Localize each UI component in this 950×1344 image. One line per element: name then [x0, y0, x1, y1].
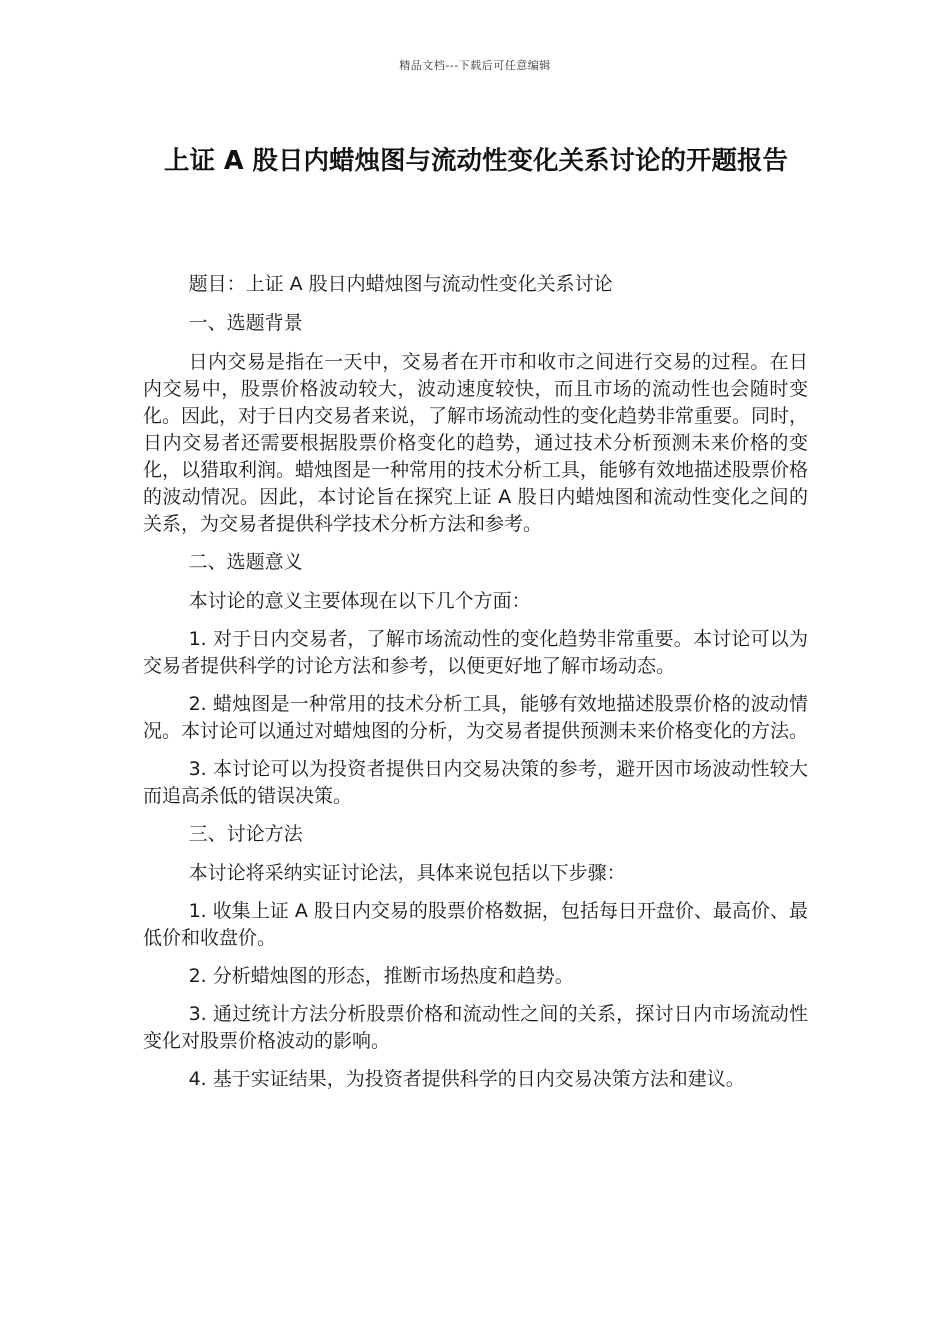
document-body — [143, 271, 808, 1104]
header-note: 精品文档---下载后可任意编辑 — [399, 59, 551, 72]
methods-item-3: 3. 通过统计方法分析股票价格和流动性之间的关系，探讨日内市场流动性变化对股票价格波动的影响。 — [143, 1003, 808, 1052]
significance-intro: 本讨论的意义主要体现在以下几个方面： — [188, 590, 531, 612]
significance-item-2: 2. 蜡烛图是一种常用的技术分析工具，能够有效地描述股票价格的波动情况。本讨论可以通过对蜡烛图的分析，为交易者提供预测未来价格变化的方法。 — [143, 693, 809, 742]
background-paragraph: 日内交易是指在一天中，交易者在开市和收市之间进行交易的过程。在日内交易中，股票价格波动较大，波动速度较快，而且市场的流动性也会随时变化。因此，对于日内交易者来说，了解市场流动性的变化趋势非常重要。同时，日内交易者还需要根据股票价格变化的趋势，通过技术分析预测未来价格的变化，以猎取利润。蜡烛图是一种常用的技术分析工具，能够有效地描述股票价格的波动情况。因此，本讨论旨在探究上证 A 股日内蜡烛图和流动性变化之间的关系，为交易者提供科学技术分析方法和参考。 — [143, 351, 809, 535]
methods-item-4: 4. 基于实证结果，为投资者提供科学的日内交易决策方法和建议。 — [188, 1068, 745, 1090]
methods-item-2: 2. 分析蜡烛图的形态，推断市场热度和趋势。 — [188, 965, 574, 987]
section-heading-significance: 二、选题意义 — [188, 551, 303, 573]
section-heading-methods: 三、讨论方法 — [188, 823, 303, 845]
methods-intro: 本讨论将采纳实证讨论法，具体来说包括以下步骤： — [188, 862, 626, 884]
section-heading-background: 一、选题背景 — [188, 312, 303, 334]
significance-item-3: 3. 本讨论可以为投资者提供日内交易决策的参考，避开因市场波动性较大而追高杀低的错误决策。 — [143, 758, 808, 807]
methods-item-1: 1. 收集上证 A 股日内交易的股票价格数据，包括每日开盘价、最高价、最低价和收盘价。 — [143, 900, 808, 949]
significance-item-1: 1. 对于日内交易者，了解市场流动性的变化趋势非常重要。本讨论可以为交易者提供科学的讨论方法和参考，以便更好地了解市场动态。 — [143, 628, 808, 677]
topic-line: 题目：上证 A 股日内蜡烛图与流动性变化关系讨论 — [188, 273, 613, 295]
document-title: 上证 A 股日内蜡烛图与流动性变化关系讨论的开题报告 — [164, 146, 788, 176]
